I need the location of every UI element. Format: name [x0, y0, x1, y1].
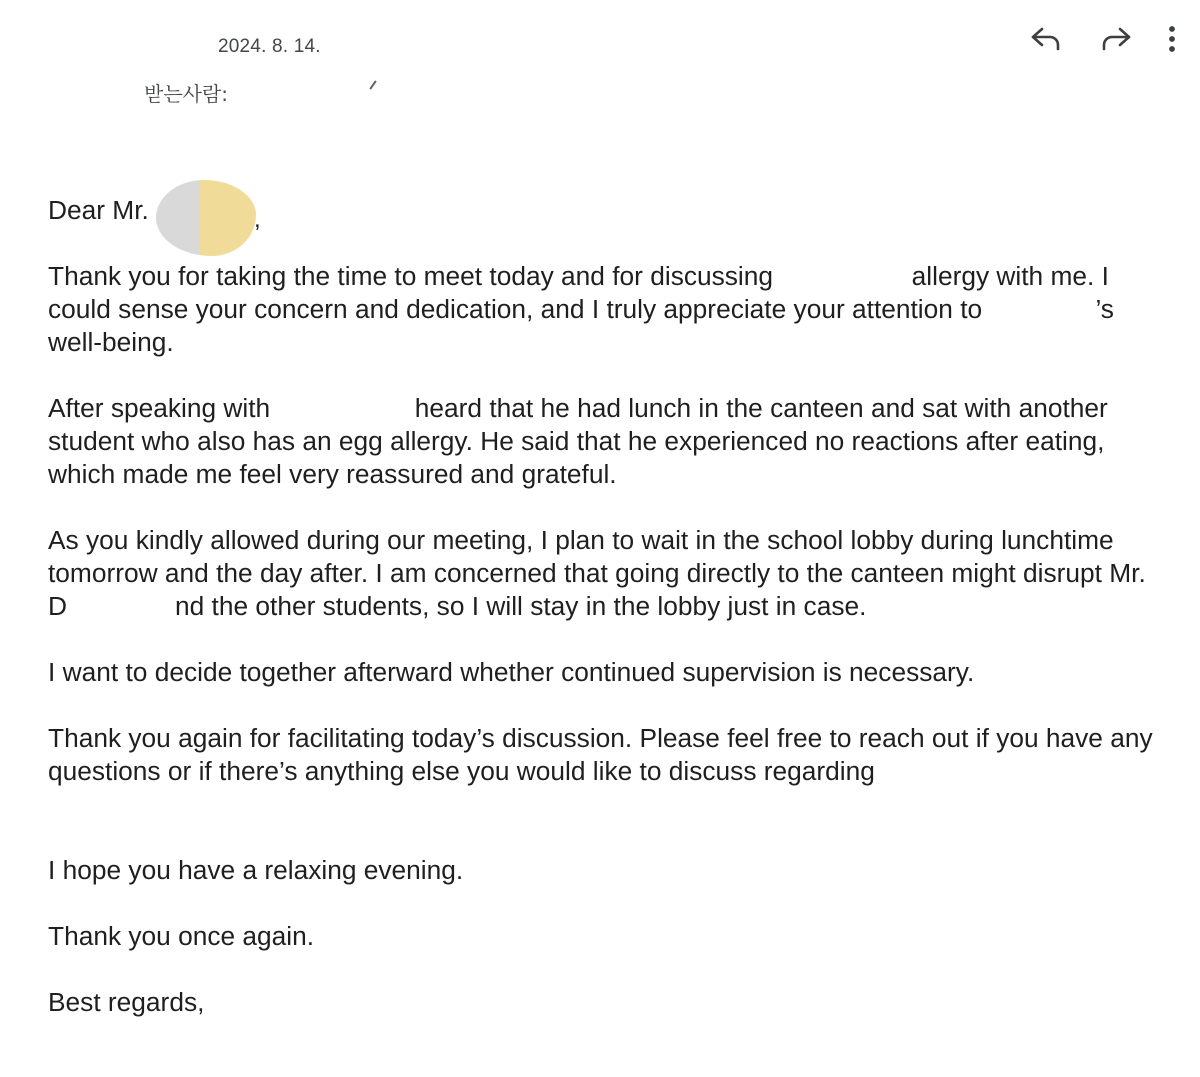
paragraph-7-text: Thank you once again.	[48, 921, 315, 951]
paragraph-5-text: Thank you again for facilitating today’s discussion. Please feel free to reach out if you have any questions or if there’s anything else you would like to discuss regarding	[48, 723, 1153, 786]
more-options-button[interactable]	[1162, 22, 1182, 56]
closing-line	[48, 986, 1168, 1019]
recipient-label: 받는사람:	[144, 82, 229, 106]
paragraph-2	[48, 392, 1168, 491]
reply-button[interactable]	[1028, 22, 1064, 56]
greeting-line	[48, 194, 1168, 227]
closing-text: Best regards,	[48, 987, 205, 1017]
recipient-edit-mark	[369, 80, 376, 89]
paragraph-3-part-b: nd the other students, so I will stay in the lobby just in case.	[175, 591, 867, 621]
paragraph-3	[48, 524, 1168, 623]
paragraph-2-part-b: heard that he had lunch in the canteen and sat with another student who also has an egg allergy. He said that he experienced no reactions after eating, which made me feel very reassured and grateful.	[48, 393, 1108, 489]
paragraph-3-part-a: As you kindly allowed during our meeting, I plan to wait in the school lobby during lunchtime tomorrow and the day after. I am concerned that going directly to the canteen might disrupt Mr. D	[48, 525, 1146, 621]
reply-icon	[1030, 26, 1062, 52]
paragraph-1-part-b: allergy with me. I could sense your concern and dedication, and I truly appreciate your attention to	[48, 261, 1109, 324]
paragraph-6-text: I hope you have a relaxing evening.	[48, 855, 464, 885]
forward-icon	[1100, 26, 1132, 52]
paragraph-4	[48, 656, 1168, 689]
paragraph-7	[48, 920, 1168, 953]
paragraph-2-part-a: After speaking with	[48, 393, 278, 423]
paragraph-1-part-a: Thank you for taking the time to meet today and for discussing	[48, 261, 781, 291]
paragraph-1-part-c: ’s well-being.	[48, 294, 1114, 357]
greeting-comma: ,	[254, 206, 261, 233]
email-header-date: 2024. 8. 14.	[218, 36, 321, 57]
paragraph-1	[48, 260, 1168, 359]
email-body	[48, 194, 1168, 1052]
greeting-text: Dear Mr.	[48, 195, 149, 225]
paragraph-5	[48, 722, 1168, 788]
paragraph-6	[48, 854, 1168, 887]
email-actions	[1028, 22, 1182, 56]
forward-button[interactable]	[1098, 22, 1134, 56]
paragraph-4-text: I want to decide together afterward whether continued supervision is necessary.	[48, 657, 975, 687]
more-vert-icon	[1168, 25, 1176, 53]
